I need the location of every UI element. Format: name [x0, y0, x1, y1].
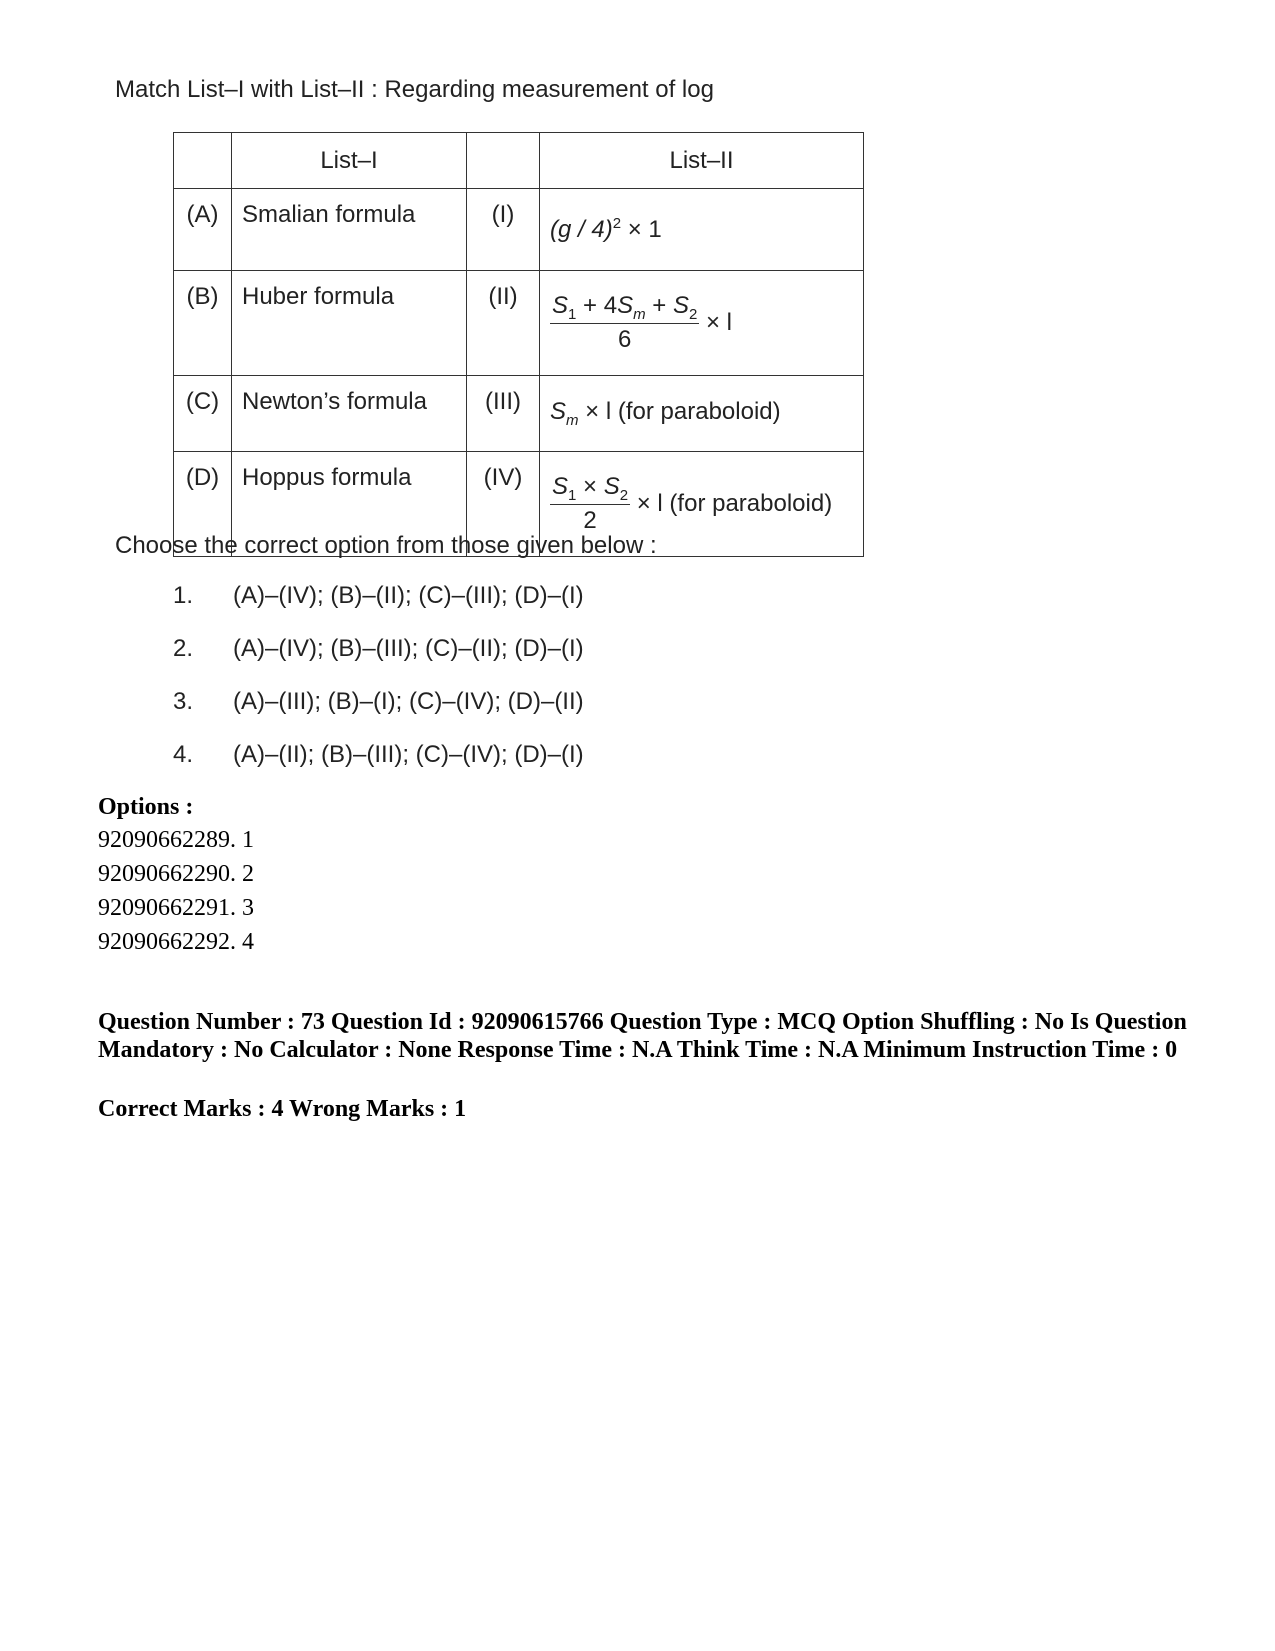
table-row [174, 271, 864, 376]
row-formula-name: Smalian formula [232, 189, 467, 271]
formula-cell [540, 376, 864, 452]
table-row [174, 189, 864, 271]
header-list1: List–I [232, 133, 467, 189]
formula-subscript: 1 [568, 486, 577, 504]
formula-text: × [576, 472, 604, 500]
formula-text: × l [699, 308, 732, 336]
choice-number: 1. [173, 582, 194, 609]
header-list2: List–II [540, 133, 864, 189]
formula-text: × l (for paraboloid) [630, 489, 833, 517]
formula-subscript: 2 [619, 486, 629, 504]
row-letter: (B) [174, 271, 232, 376]
formula-text: × 1 [621, 216, 662, 243]
choice-text: (A)–(II); (B)–(III); (C)–(IV); (D)–(I) [233, 741, 584, 768]
formula-cell [540, 271, 864, 376]
choice-text: (A)–(IV); (B)–(II); (C)–(III); (D)–(I) [233, 582, 584, 609]
row-roman: (I) [467, 189, 540, 271]
option-item: 92090662291. 3 [98, 895, 254, 921]
formula-symbol: S [603, 472, 620, 500]
choice-text: (A)–(IV); (B)–(III); (C)–(II); (D)–(I) [233, 635, 584, 662]
row-roman: (IV) [467, 452, 540, 557]
option-item: 92090662289. 1 [98, 827, 254, 853]
choice-text: (A)–(III); (B)–(I); (C)–(IV); (D)–(II) [233, 688, 584, 715]
formula-symbol: S [672, 291, 689, 319]
list-item [173, 688, 584, 741]
options-list [98, 827, 254, 963]
fraction-numerator [550, 292, 699, 325]
formula-text: + [645, 291, 673, 319]
option-item: 92090662290. 2 [98, 861, 254, 887]
formula-symbol: S [550, 398, 567, 426]
table-header-row [174, 133, 864, 189]
row-letter: (A) [174, 189, 232, 271]
match-table [173, 132, 864, 557]
formula-text: + 4 [576, 291, 618, 319]
options-heading: Options : [98, 794, 194, 820]
choose-instruction: Choose the correct option from those given below : [115, 532, 657, 559]
marks-info: Correct Marks : 4 Wrong Marks : 1 [98, 1096, 467, 1122]
formula-exponent: 2 [612, 215, 622, 232]
formula-text: (g / 4) [550, 216, 613, 243]
option-item: 92090662292. 4 [98, 929, 254, 955]
formula-fraction [550, 292, 699, 355]
formula-symbol: S [552, 472, 569, 500]
table-row [174, 376, 864, 452]
formula-subscript: m [566, 411, 579, 429]
formula-subscript: 2 [688, 305, 698, 323]
formula-fraction [550, 473, 630, 536]
formula-subscript: 1 [568, 305, 577, 323]
question-meta: Question Number : 73 Question Id : 92090615766 Question Type : MCQ Option Shuffling : No Is Question Mandatory : No Calculator : None Response Time : N.A Think Time : N.A Minimum Instruction Time : 0 [98, 1009, 1187, 1063]
row-roman: (II) [467, 271, 540, 376]
fraction-denominator: 6 [617, 326, 632, 354]
question-title: Match List–I with List–II : Regarding measurement of log [115, 76, 714, 103]
row-letter: (D) [174, 452, 232, 557]
header-empty-cell [467, 133, 540, 189]
row-roman: (III) [467, 376, 540, 452]
formula-symbol: S [617, 291, 634, 319]
formula-subscript: m [633, 305, 646, 323]
formula-text: × l (for paraboloid) [578, 398, 781, 426]
fraction-denominator: 2 [583, 507, 597, 535]
fraction-numerator [550, 473, 630, 506]
list-item [173, 635, 584, 688]
choice-number: 3. [173, 688, 194, 715]
row-formula-name: Hoppus formula [232, 452, 467, 557]
choice-number: 2. [173, 635, 194, 662]
list-item [173, 741, 584, 794]
formula-cell [540, 189, 864, 271]
header-empty-cell [174, 133, 232, 189]
choice-number: 4. [173, 741, 194, 768]
row-letter: (C) [174, 376, 232, 452]
row-formula-name: Huber formula [232, 271, 467, 376]
row-formula-name: Newton’s formula [232, 376, 467, 452]
formula-symbol: S [552, 291, 569, 319]
choice-list [173, 582, 584, 794]
list-item [173, 582, 584, 635]
